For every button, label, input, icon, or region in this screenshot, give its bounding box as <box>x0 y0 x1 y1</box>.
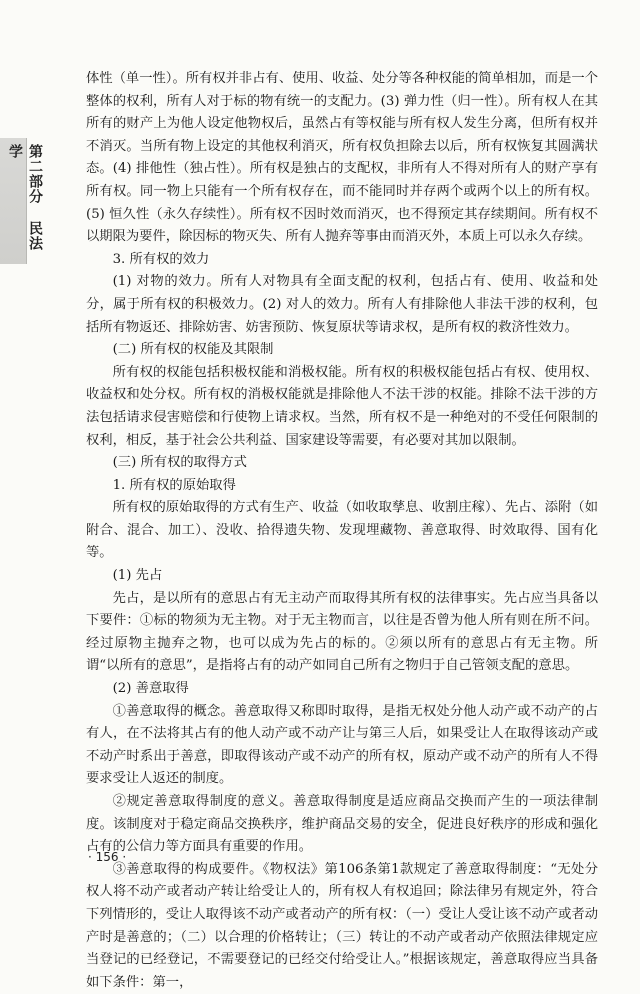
section-heading: 1. 所有权的原始取得 <box>112 477 236 493</box>
paragraph: 先占，是以所有的意思占有无主动产而取得其所有权的法律事实。先占应当具备以下要件：①标的物须为无主物。对于无主物而言，以往是否曾为他人所有则在所不问。经过原物主抛弃之物，也可以成为先占的标的。②须以所有的意思占有无主物。所谓“以所有的意思”，是指将占有的动产如同自己所有之物归于自己管领支配的意思。 <box>86 590 598 674</box>
paragraph: ①善意取得的概念。善意取得又称即时取得，是指无权处分他人动产或不动产的占有人，在不法将其占有的他人动产或不动产让与第三人后，如果受让人在取得该动产或不动产时系出于善意，即取得该动产或不动产的所有权，原动产或不动产的所有人不得要求受让人返还的制度。 <box>86 703 598 787</box>
paragraph: 体性（单一性）。所有权并非占有、使用、收益、处分等各种权能的简单相加，而是一个整体的权利，所有人对于标的物有统一的支配力。(3) 弹力性（归一性）。所有权人在其所有的财产上为他人设定他物权后，虽然占有等权能与所有权人发生分离，但所有权并不消灭。当所有物上设定的其他权利消灭，所有权负担除去以后，所有权恢复其圆满状态。(4) 排他性（独占性）。所有权是独占的支配权，非所有人不得对所有人的财产享有所有权。同一物上只能有一个所有权存在，而不能同时并存两个或两个以上的所有权。(5) 恒久性（永久存续性）。所有权不因时效而消灭，也不得预定其存续期间。所有权不以期限为要件，除因标的物灭失、所有人抛弃等事由而消灭外，本质上可以永久存续。 <box>86 71 598 245</box>
section-heading: (1) 先占 <box>112 568 163 584</box>
paragraph: ②规定善意取得制度的意义。善意取得制度是适应商品交换而产生的一项法律制度。该制度对于稳定商品交换秩序，维护商品交易的安全，促进良好秩序的形成和强化占有的公信力等方面具有重要的作用。 <box>86 794 598 855</box>
section-heading: 3. 所有权的效力 <box>112 251 210 267</box>
page-number: · 156 · <box>88 850 127 864</box>
section-side-tab <box>0 138 43 264</box>
section-heading: (2) 善意取得 <box>112 681 189 697</box>
page-body <box>86 68 598 994</box>
paragraph: ③善意取得的构成要件。《物权法》第106条第1款规定了善意取得制度：“无处分权人将不动产或者动产转让给受让人的，所有权人有权追回；除法律另有规定外，符合下列情形的，受让人取得该不动产或者动产的所有权：（一）受让人受让该不动产或者动产时是善意的；（二）以合理的价格转让；（三）转让的不动产或者动产依照法律规定应当登记的已经登记，不需要登记的已经交付给受让人。”根据该规定，善意取得应当具备如下条件：第一， <box>86 861 598 990</box>
section-heading: (二) 所有权的权能及其限制 <box>112 342 274 358</box>
paragraph: 所有权的原始取得的方式有生产、收益（如收取孳息、收割庄稼）、先占、添附（如附合、混合、加工）、没收、拾得遗失物、发现埋藏物、善意取得、时效取得、国有化等。 <box>86 500 598 561</box>
section-label: 第二部分 民法学 <box>7 144 43 251</box>
section-heading: (三) 所有权的取得方式 <box>112 455 247 471</box>
paragraph: 所有权的权能包括积极权能和消极权能。所有权的积极权能包括占有权、使用权、收益权和处分权。所有权的消极权能就是排除他人不法干涉的权能。排除不法干涉的方法包括请求侵害赔偿和行使物上请求权。当然，所有权不是一种绝对的不受任何限制的权利，相反，基于社会公共利益、国家建设等需要，有必要对其加以限制。 <box>86 364 598 448</box>
paragraph: (1) 对物的效力。所有人对物具有全面支配的权利，包括占有、使用、收益和处分，属于所有权的积极效力。(2) 对人的效力。所有人有排除他人非法干涉的权利，包括所有物返还、排除妨害、妨害预防、恢复原状等请求权，是所有权的救济性效力。 <box>86 274 598 335</box>
